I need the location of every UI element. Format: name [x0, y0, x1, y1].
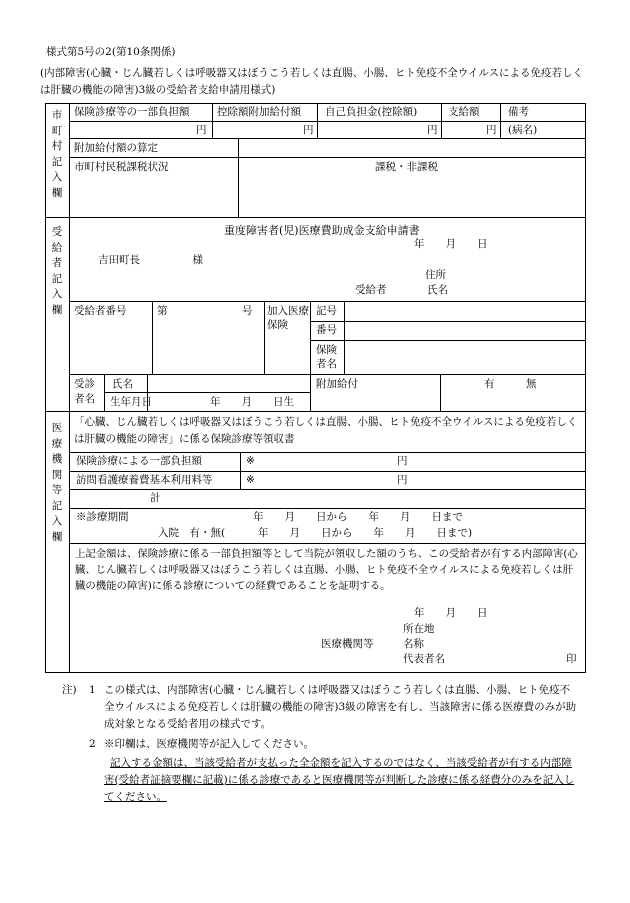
address-label: 住所 [425, 269, 446, 281]
note-2-underlined-text: 記入する金額は、当該受給者が支払った全金額を記入するのではなく、当該受給者が有する内部障害(受給者証摘要欄に記載)に係る診療であると医療機関等が判断した診療に係る経費分のみを記入してください。 [104, 757, 575, 803]
mayor-addressee: 吉田町長 様 [98, 254, 203, 266]
applicant-side-label: 受給者記入欄 [51, 226, 63, 316]
note-2-text: ※印欄は、医療機関等が記入してください。 [104, 738, 314, 750]
form-number: 様式第5号の2(第10条関係) [46, 46, 176, 58]
additional-calc-label: 附加給付額の算定 [74, 142, 158, 154]
birth-value: 年 月 日生 [210, 396, 294, 408]
recipient-number-prefix: 第 [157, 305, 168, 317]
yen-partial: 円 [196, 124, 207, 136]
form-subtitle: (内部障害(心臓・じん臓若しくは呼吸器又はぼうこう若しくは直腸、小腸、ヒト免疫不全ウイルスによる免疫若しくは肝臓の機能の障害)3級の受給者支給申請用様式) [40, 67, 584, 96]
partial-burden-yen: 円 [397, 455, 408, 467]
applicant-label: 受給者 [355, 284, 387, 296]
certification-date: 年 月 日 [414, 607, 488, 619]
nursing-fee-mark: ※ [246, 474, 255, 486]
note-1-number: 1 [89, 684, 96, 696]
note-2-number: 2 [89, 738, 96, 750]
receipt-title: 「心臓、じん臓若しくは呼吸器又はぼうこう若しくは直腸、小腸、ヒト免疫不全ウイルスによる免疫若しくは肝臓の機能の障害」に係る保険診療等領収書 [74, 416, 578, 445]
insurer-label: 保険者名 [316, 344, 337, 370]
location-label: 所在地 [403, 623, 435, 635]
recipient-name-label: 受診者名 [74, 378, 95, 405]
institution-label: 医療機関等 [321, 638, 374, 650]
total-label: 計 [150, 492, 161, 504]
name-field-label: 氏名 [112, 378, 133, 390]
period-line-2: 年 月 日から 年 月 日まで) [258, 527, 473, 539]
yen-payment: 円 [486, 124, 497, 136]
col-partial-burden: 保険診療等の一部負担額 [74, 106, 190, 118]
nursing-fee-yen: 円 [397, 474, 408, 486]
representative-label: 代表者名 [403, 653, 445, 665]
recipient-number-label: 受給者番号 [74, 305, 127, 317]
tax-status-value: 課税・非課税 [375, 161, 438, 173]
notes-label: 注) [62, 684, 77, 696]
yen-deduction: 円 [303, 124, 314, 136]
number-label: 番号 [316, 324, 337, 336]
partial-burden-mark: ※ [246, 455, 255, 467]
nursing-fee-label: 訪問看護療養費基本利用料等 [76, 474, 213, 486]
medical-side-label: 医療機関等記入欄 [51, 422, 63, 543]
symbol-label: 記号 [316, 305, 337, 317]
applicant-name-label: 氏名 [427, 284, 448, 296]
institution-name-label: 名称 [403, 638, 424, 650]
col-remarks: 備考 [508, 106, 529, 118]
tax-status-label: 市町村民税課税状況 [74, 161, 169, 173]
application-title: 重度障害者(児)医療費助成金支給申請書 [224, 224, 420, 237]
certification-text: 上記金額は、保険診療に係る一部負担額等として当院が領収した額のうち、この受給者が有する内部障害(心臓、じん臓若しくは呼吸器又はぼうこう若しくは直腸、小腸、ヒト免疫不全ウイルスによる免疫若しくは肝臓の機能の障害)に係る診療についての経費であることを証明する。 [75, 548, 578, 592]
birth-label: 生年月日 [110, 396, 152, 408]
disease-name-label: (病名) [508, 124, 538, 136]
seal-mark: 印 [566, 653, 577, 665]
municipality-side-label: 市町村記入欄 [51, 109, 63, 199]
col-self-burden: 自己負担金(控除額) [325, 106, 418, 118]
additional-benefit-value: 有 無 [484, 378, 537, 390]
period-label: ※診療期間 [76, 511, 129, 523]
period-line-1: 年 月 日から 年 月 日まで [253, 511, 463, 523]
additional-benefit-label: 附加給付 [316, 378, 358, 390]
insurance-label: 加入医療保険 [267, 305, 309, 331]
note-1-text: この様式は、内部障害(心臓・じん臓若しくは呼吸器又はぼうこう若しくは直腸、小腸、ヒト免疫不全ウイルスによる免疫若しくは肝臓の機能の障害)3級の障害を有し、当該障害に係る医療費のみが助成対象となる受給者用の様式です。 [104, 684, 577, 730]
partial-burden-label: 保険診療による一部負担額 [76, 455, 202, 467]
yen-self: 円 [427, 124, 438, 136]
hospitalization-label: 入院 有・無( [158, 527, 226, 539]
recipient-number-suffix: 号 [242, 305, 253, 317]
application-date: 年 月 日 [414, 238, 488, 250]
col-payment: 支給額 [448, 106, 480, 118]
col-deduction: 控除額附加給付額 [217, 106, 301, 118]
